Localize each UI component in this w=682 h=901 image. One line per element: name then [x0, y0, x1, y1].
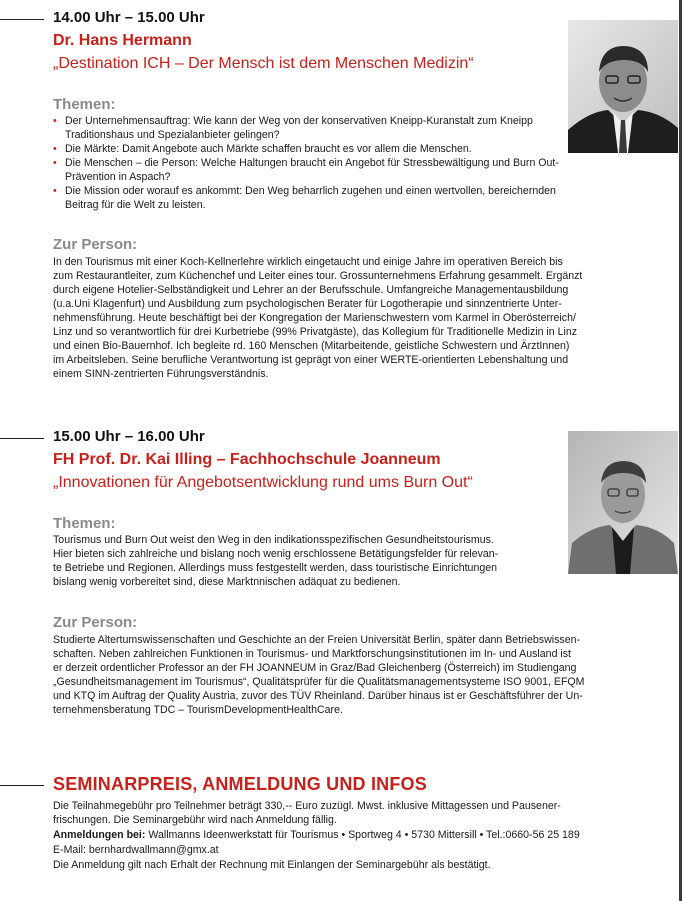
text-line: schaften. Neben zahlreichen Funktionen in Tourismus- und Marktforschungsinstitutionen im In- und Ausland ist: [53, 648, 572, 660]
topics-text: [53, 533, 498, 589]
text-line: einem SINN-zentrierten Führungsverständnis.: [53, 368, 269, 380]
speaker-photo: [568, 20, 678, 153]
text-line: Hier bieten sich zahlreiche und bislang noch wenig erschlossene Betätigungsfelder für relevan-: [53, 548, 499, 560]
text-line: zum Restaurantleiter, zum Küchenchef und Leiter eines tour. Grossunternehmens Erfahrung gesammelt. Ergänzt: [53, 270, 583, 282]
topics-heading: Themen:: [53, 96, 116, 113]
talk-title: „Destination ICH – Der Mensch ist dem Menschen Medizin“: [53, 55, 474, 72]
talk-title: „Innovationen für Angebotsentwicklung rund ums Burn Out“: [53, 474, 473, 491]
session-time: 15.00 Uhr – 16.00 Uhr: [53, 428, 205, 445]
person-bio: [53, 255, 582, 381]
section-rule: [0, 19, 44, 20]
text-line: er derzeit ordentlicher Professor an der FH JOANNEUM in Graz/Bad Gleichenberg (Österreich) im Studiengang: [53, 662, 577, 674]
text-line: und einen Bio-Bauernhof. Ich begleite rd. 160 Menschen (Mitarbeitende, geistliche Schwestern und ÄrztInnen): [53, 340, 570, 352]
section-rule: [0, 438, 44, 439]
registration-line: [53, 828, 580, 842]
text-line: te Betriebe und Regionen. Allerdings muss festgestellt werden, dass touristische Einrichtungen: [53, 562, 498, 574]
person-heading: Zur Person:: [53, 614, 138, 631]
text-line: bislang wenig vorbereitet sind, diese Marktnnischen adäquat zu bedienen.: [53, 576, 401, 588]
session-time: 14.00 Uhr – 15.00 Uhr: [53, 9, 205, 26]
registration-address: Wallmanns Ideenwerkstatt für Tourismus • Sportweg 4 • 5730 Mittersill • Tel.:0660-56 25 189: [145, 829, 580, 841]
text-line: (u.a.Uni Klagenfurt) und Ausbildung zum psychologischen Berater für Logotherapie und sinnzentrierte Unter-: [53, 298, 562, 310]
seminar-title: SEMINARPREIS, ANMELDUNG UND INFOS: [53, 774, 427, 794]
fee-text: Die Teilnahmegebühr pro Teilnehmer beträgt 330,-- Euro zuzügl. Mwst. inklusive Mittagessen und Pausener-: [53, 800, 561, 812]
fee-text: frischungen. Die Seminargebühr wird nach Anmeldung fällig.: [53, 814, 337, 826]
text-line: Linz und so verantwortlich für drei Kurbetriebe (99% Privatgäste), das Kollegium für Traditionelle Medizin in Linz: [53, 326, 578, 338]
speaker-photo: [568, 431, 678, 574]
speaker-name: FH Prof. Dr. Kai Illing – Fachhochschule Joanneum: [53, 451, 441, 468]
text-line: und KTQ im Auftrag der Quality Austria, zuvor des TÜV Rheinland. Darüber hinaus ist er Geschäftsführer der Un-: [53, 690, 583, 702]
text-line: Tourismus und Burn Out weist den Weg in den indikationsspezifischen Gesundheitstourismus.: [53, 534, 494, 546]
text-line: In den Tourismus mit einer Koch-Kellnerlehre wirklich eingetaucht und einige Jahre im operativen Bereich bis: [53, 256, 563, 268]
person-heading: Zur Person:: [53, 236, 138, 253]
text-line: Studierte Altertumswissenschaften und Geschichte an der Freien Universität Berlin, später dann Betriebswissen-: [53, 634, 581, 646]
text-line: nehmensführung. Heute beschäftigt bei der Kongregation der Marienschwestern vom Karmel in Oberösterreich/: [53, 312, 576, 324]
email-line[interactable]: E-Mail: bernhardwallmann@gmx.at: [53, 844, 219, 856]
text-line: „Gesundheitsmanagement im Tourismus“, Qualitätsprüfer für die Qualitätsmanagementsysteme ISO 9001, EFQM: [53, 676, 585, 688]
person-bio: [53, 633, 585, 717]
text-line: durch eigene Hotelier-Selbständigkeit und Lehrer an der Berufsschule. Umfangreiche Managementausbildung: [53, 284, 569, 296]
confirmation-text: Die Anmeldung gilt nach Erhalt der Rechnung mit Einlangen der Seminargebühr als bestätigt.: [53, 859, 491, 871]
list-item: • Die Mission oder worauf es ankommt: Den Weg beharrlich zugehen und einen wertvollen, bereichernden Beitrag für die Welt zu leisten.: [53, 184, 563, 212]
section-rule: [0, 785, 44, 786]
registration-label: Anmeldungen bei:: [53, 829, 146, 841]
speaker-name: Dr. Hans Hermann: [53, 32, 192, 49]
list-item: • Die Menschen – die Person: Welche Haltungen braucht ein Angebot für Stressbewältigung und Burn Out-Prävention in Aspach?: [53, 156, 563, 184]
list-item: • Der Unternehmensauftrag: Wie kann der Weg von der konservativen Kneipp-Kuranstalt zum Kneipp Traditionshaus und Spezialanbieter gelingen?: [53, 114, 563, 142]
text-line: ternehmensberatung TDC – TourismDevelopmentHealthCare.: [53, 704, 343, 716]
topics-heading: Themen:: [53, 515, 116, 532]
text-line: im Arbeitsleben. Seine berufliche Verantwortung ist geprägt von einer WERTE-orientierten Lebenshaltung und: [53, 354, 569, 366]
topics-list: [53, 114, 563, 212]
list-item: • Die Märkte: Damit Angebote auch Märkte schaffen braucht es vor allem die Menschen.: [53, 142, 563, 156]
